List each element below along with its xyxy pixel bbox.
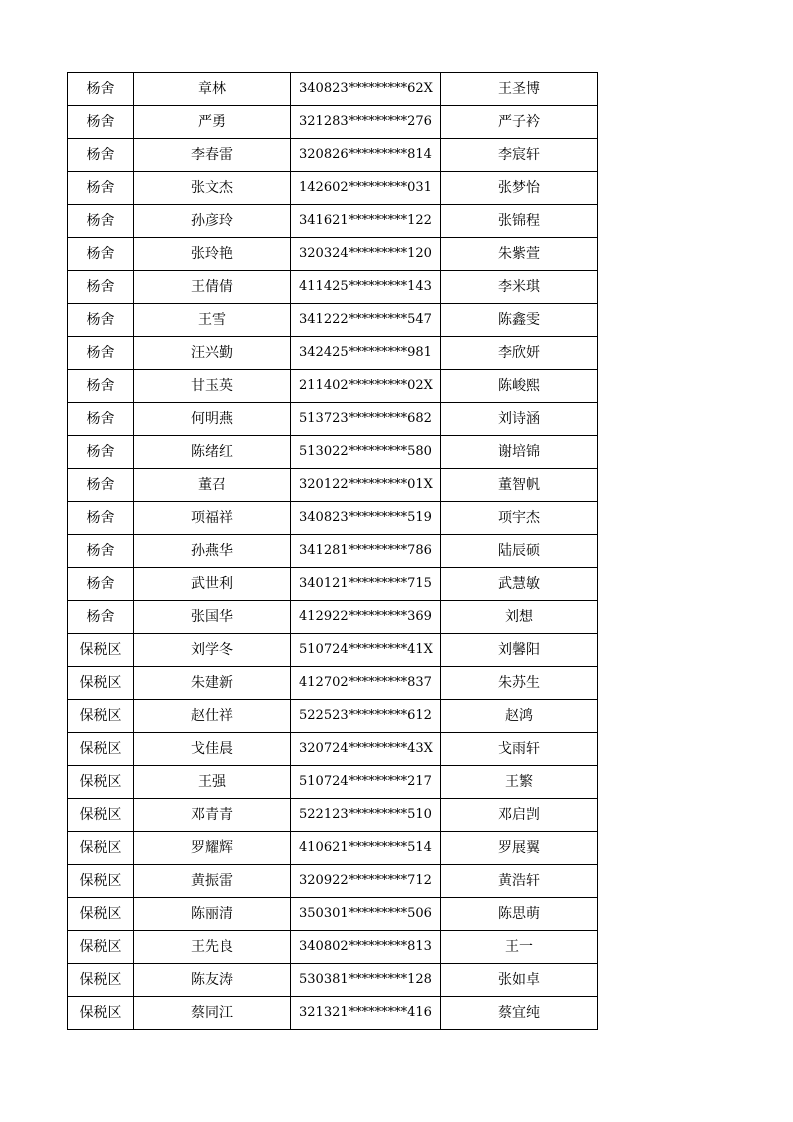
parent-name-cell: 董召 — [134, 469, 291, 502]
child-name-cell: 谢培锦 — [441, 436, 598, 469]
child-name-cell: 王圣博 — [441, 73, 598, 106]
table-row — [68, 337, 598, 370]
child-name-cell: 陈思萌 — [441, 898, 598, 931]
district-cell: 杨舍 — [68, 601, 134, 634]
child-name-cell: 张如卓 — [441, 964, 598, 997]
parent-name-cell: 张玲艳 — [134, 238, 291, 271]
table-row — [68, 733, 598, 766]
id-number-cell: 412702*********837 — [291, 667, 441, 700]
id-number-cell: 530381*********128 — [291, 964, 441, 997]
table-row — [68, 73, 598, 106]
id-number-cell: 321283*********276 — [291, 106, 441, 139]
id-number-cell: 522123*********510 — [291, 799, 441, 832]
child-name-cell: 项宇杰 — [441, 502, 598, 535]
child-name-cell: 刘诗涵 — [441, 403, 598, 436]
id-number-cell: 320122*********01X — [291, 469, 441, 502]
id-number-cell: 142602*********031 — [291, 172, 441, 205]
child-name-cell: 陈鑫雯 — [441, 304, 598, 337]
parent-name-cell: 蔡同江 — [134, 997, 291, 1030]
table-row — [68, 436, 598, 469]
id-number-cell: 340121*********715 — [291, 568, 441, 601]
child-name-cell: 黄浩轩 — [441, 865, 598, 898]
parent-name-cell: 赵仕祥 — [134, 700, 291, 733]
parent-name-cell: 王倩倩 — [134, 271, 291, 304]
table-row — [68, 700, 598, 733]
district-cell: 保税区 — [68, 799, 134, 832]
parent-name-cell: 王强 — [134, 766, 291, 799]
child-name-cell: 陈峻熙 — [441, 370, 598, 403]
parent-name-cell: 武世利 — [134, 568, 291, 601]
child-name-cell: 蔡宜纯 — [441, 997, 598, 1030]
child-name-cell: 李欣妍 — [441, 337, 598, 370]
id-number-cell: 340823*********519 — [291, 502, 441, 535]
district-cell: 杨舍 — [68, 502, 134, 535]
table-row — [68, 304, 598, 337]
table-row — [68, 205, 598, 238]
id-number-cell: 320826*********814 — [291, 139, 441, 172]
child-name-cell: 李宸轩 — [441, 139, 598, 172]
district-cell: 杨舍 — [68, 205, 134, 238]
id-number-cell: 320922*********712 — [291, 865, 441, 898]
table-row — [68, 502, 598, 535]
district-cell: 保税区 — [68, 997, 134, 1030]
child-name-cell: 朱紫萱 — [441, 238, 598, 271]
id-number-cell: 340823*********62X — [291, 73, 441, 106]
district-cell: 保税区 — [68, 931, 134, 964]
district-cell: 杨舍 — [68, 139, 134, 172]
table-row — [68, 667, 598, 700]
parent-name-cell: 罗耀辉 — [134, 832, 291, 865]
table-row — [68, 931, 598, 964]
id-number-cell: 510724*********41X — [291, 634, 441, 667]
id-number-cell: 522523*********612 — [291, 700, 441, 733]
parent-name-cell: 王先良 — [134, 931, 291, 964]
id-number-cell: 513723*********682 — [291, 403, 441, 436]
table-row — [68, 370, 598, 403]
id-number-cell: 510724*********217 — [291, 766, 441, 799]
table-row — [68, 568, 598, 601]
child-name-cell: 李米琪 — [441, 271, 598, 304]
district-cell: 保税区 — [68, 634, 134, 667]
table-row — [68, 898, 598, 931]
table-row — [68, 172, 598, 205]
table-row — [68, 535, 598, 568]
district-cell: 杨舍 — [68, 337, 134, 370]
table-row — [68, 766, 598, 799]
id-number-cell: 341281*********786 — [291, 535, 441, 568]
child-name-cell: 王一 — [441, 931, 598, 964]
district-cell: 保税区 — [68, 766, 134, 799]
district-cell: 杨舍 — [68, 469, 134, 502]
child-name-cell: 赵鸿 — [441, 700, 598, 733]
roster-table-body — [68, 73, 598, 1030]
id-number-cell: 321321*********416 — [291, 997, 441, 1030]
parent-name-cell: 甘玉英 — [134, 370, 291, 403]
parent-name-cell: 张文杰 — [134, 172, 291, 205]
parent-name-cell: 戈佳晨 — [134, 733, 291, 766]
table-row — [68, 799, 598, 832]
district-cell: 杨舍 — [68, 238, 134, 271]
parent-name-cell: 严勇 — [134, 106, 291, 139]
table-row — [68, 403, 598, 436]
child-name-cell: 董智帆 — [441, 469, 598, 502]
table-row — [68, 634, 598, 667]
child-name-cell: 陆辰硕 — [441, 535, 598, 568]
child-name-cell: 武慧敏 — [441, 568, 598, 601]
district-cell: 杨舍 — [68, 436, 134, 469]
parent-name-cell: 项福祥 — [134, 502, 291, 535]
district-cell: 保税区 — [68, 964, 134, 997]
parent-name-cell: 邓青青 — [134, 799, 291, 832]
table-row — [68, 964, 598, 997]
child-name-cell: 戈雨轩 — [441, 733, 598, 766]
id-number-cell: 340802*********813 — [291, 931, 441, 964]
district-cell: 杨舍 — [68, 304, 134, 337]
parent-name-cell: 刘学冬 — [134, 634, 291, 667]
table-row — [68, 601, 598, 634]
child-name-cell: 刘想 — [441, 601, 598, 634]
id-number-cell: 350301*********506 — [291, 898, 441, 931]
id-number-cell: 341621*********122 — [291, 205, 441, 238]
district-cell: 杨舍 — [68, 106, 134, 139]
table-row — [68, 139, 598, 172]
parent-name-cell: 孙燕华 — [134, 535, 291, 568]
child-name-cell: 罗展翼 — [441, 832, 598, 865]
parent-name-cell: 黄振雷 — [134, 865, 291, 898]
id-number-cell: 320324*********120 — [291, 238, 441, 271]
district-cell: 杨舍 — [68, 535, 134, 568]
district-cell: 杨舍 — [68, 403, 134, 436]
id-number-cell: 411425*********143 — [291, 271, 441, 304]
id-number-cell: 513022*********580 — [291, 436, 441, 469]
roster-table — [67, 72, 598, 1030]
child-name-cell: 刘馨阳 — [441, 634, 598, 667]
district-cell: 保税区 — [68, 733, 134, 766]
id-number-cell: 320724*********43X — [291, 733, 441, 766]
district-cell: 杨舍 — [68, 73, 134, 106]
parent-name-cell: 何明燕 — [134, 403, 291, 436]
table-row — [68, 238, 598, 271]
child-name-cell: 朱苏生 — [441, 667, 598, 700]
child-name-cell: 严子衿 — [441, 106, 598, 139]
parent-name-cell: 陈绪红 — [134, 436, 291, 469]
parent-name-cell: 汪兴勤 — [134, 337, 291, 370]
parent-name-cell: 陈丽清 — [134, 898, 291, 931]
parent-name-cell: 王雪 — [134, 304, 291, 337]
id-number-cell: 211402*********02X — [291, 370, 441, 403]
district-cell: 保税区 — [68, 898, 134, 931]
district-cell: 杨舍 — [68, 568, 134, 601]
child-name-cell: 张梦怡 — [441, 172, 598, 205]
district-cell: 保税区 — [68, 667, 134, 700]
parent-name-cell: 朱建新 — [134, 667, 291, 700]
child-name-cell: 张锦程 — [441, 205, 598, 238]
parent-name-cell: 张国华 — [134, 601, 291, 634]
parent-name-cell: 孙彦玲 — [134, 205, 291, 238]
table-row — [68, 469, 598, 502]
child-name-cell: 王繁 — [441, 766, 598, 799]
district-cell: 杨舍 — [68, 172, 134, 205]
district-cell: 杨舍 — [68, 271, 134, 304]
table-row — [68, 832, 598, 865]
id-number-cell: 341222*********547 — [291, 304, 441, 337]
table-row — [68, 997, 598, 1030]
district-cell: 杨舍 — [68, 370, 134, 403]
parent-name-cell: 章林 — [134, 73, 291, 106]
table-row — [68, 271, 598, 304]
district-cell: 保税区 — [68, 865, 134, 898]
district-cell: 保税区 — [68, 832, 134, 865]
table-row — [68, 865, 598, 898]
child-name-cell: 邓启剀 — [441, 799, 598, 832]
id-number-cell: 342425*********981 — [291, 337, 441, 370]
table-row — [68, 106, 598, 139]
parent-name-cell: 陈友涛 — [134, 964, 291, 997]
parent-name-cell: 李春雷 — [134, 139, 291, 172]
id-number-cell: 412922*********369 — [291, 601, 441, 634]
id-number-cell: 410621*********514 — [291, 832, 441, 865]
district-cell: 保税区 — [68, 700, 134, 733]
